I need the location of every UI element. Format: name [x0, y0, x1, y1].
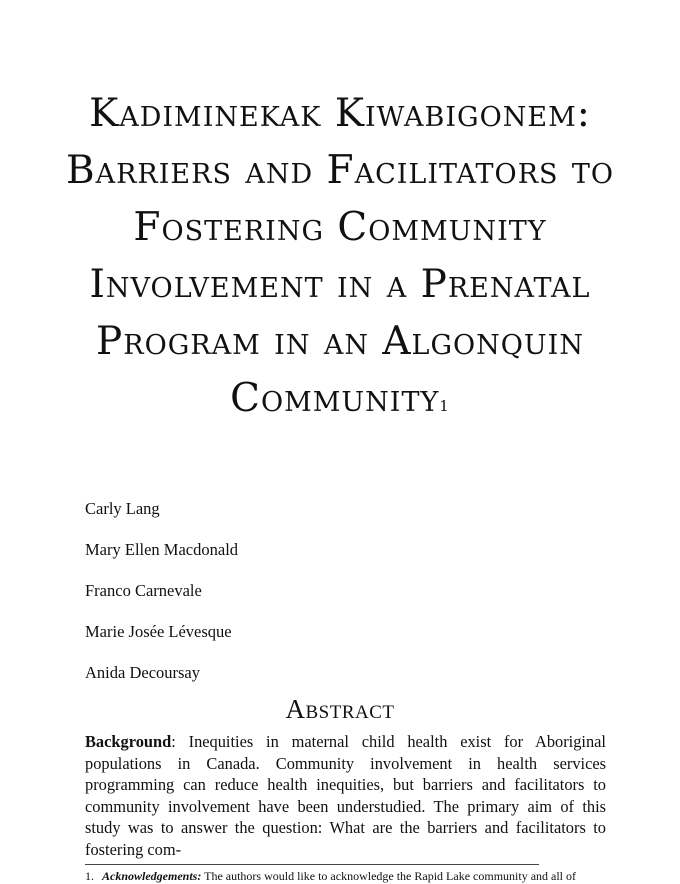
author-name: Marie Josée Lévesque [85, 622, 232, 641]
abstract-background-label: Background [85, 732, 172, 751]
footnote-text: The authors would like to acknowledge the Rapid Lake community and all of [201, 869, 577, 883]
author-name: Franco Carnevale [85, 581, 202, 600]
footnote [85, 868, 606, 884]
title-footnote-mark: 1 [439, 397, 450, 415]
author-name: Anida Decoursay [85, 663, 201, 682]
article-title [60, 85, 620, 427]
footnote-number: 1. [85, 869, 94, 883]
abstract-heading: Abstract [285, 694, 395, 724]
footnote-divider [85, 864, 539, 865]
abstract-paragraph [85, 731, 606, 859]
abstract-background-text: : Inequities in maternal child health exist for Aboriginal populations in Canada. Community involvement in health services programming can reduce health inequities, but barriers and facilitators to community involvement have been understudied. The primary aim of this study was to answer the question: What are the barriers and facilitators to fostering com- [85, 732, 606, 859]
author-list [85, 498, 238, 703]
author-name: Carly Lang [85, 499, 160, 518]
footnote-heading: Acknowledgements: [102, 869, 202, 883]
author-name: Mary Ellen Macdonald [85, 540, 239, 559]
article-title-text: Kadiminekak Kiwabigonem: Barriers and Facilitators to Fostering Community Involvement in a Prenatal Program in an Algonquin Community [65, 91, 615, 421]
